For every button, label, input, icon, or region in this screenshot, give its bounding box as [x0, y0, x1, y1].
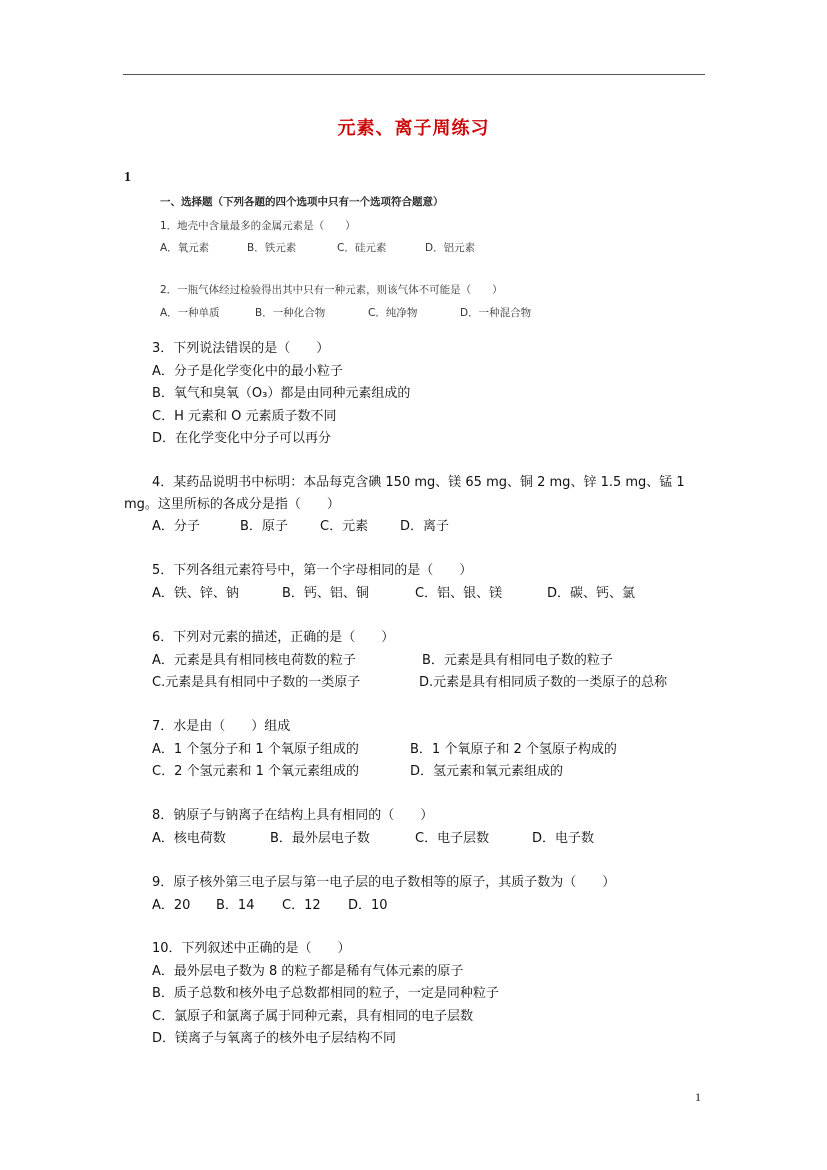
q9-option-b: B．14: [216, 897, 255, 913]
q4-option-a: A．分子: [152, 519, 200, 534]
q7-option-c: C．2 个氢元素和 1 个氧元素组成的: [152, 764, 360, 779]
question-8: [152, 805, 652, 850]
question-4-cont: [124, 494, 340, 517]
q9-stem: 9．原子核外第三电子层与第一电子层的电子数相等的原子，其质子数为（ ）: [152, 875, 616, 890]
q2-option-b: B．一种化合物: [255, 307, 326, 319]
q1-option-d: D．铝元素: [425, 242, 476, 254]
q5-option-b: B．钙、铝、铜: [282, 585, 369, 601]
q3-option-a: A．分子是化学变化中的最小粒子: [152, 363, 343, 379]
q3-option-d: D．在化学变化中分子可以再分: [152, 431, 332, 446]
q9-option-d: D．10: [348, 897, 388, 913]
q1-option-c: C．硅元素: [337, 242, 387, 254]
page-number: 1: [695, 1090, 701, 1104]
q10-stem: 10．下列叙述中正确的是（ ）: [152, 941, 351, 956]
q2-stem: 2．一瓶气体经过检验得出其中只有一种元素，则该气体不可能是（ ）: [160, 284, 503, 296]
q6-option-a: A．元素是具有相同核电荷数的粒子: [152, 652, 356, 668]
q5-stem: 5．下列各组元素符号中，第一个字母相同的是（ ）: [152, 563, 473, 578]
q2-option-d: D．一种混合物: [460, 307, 532, 319]
q9-option-a: A．20: [152, 897, 191, 913]
question-7: [152, 716, 672, 784]
q6-option-c: C.元素是具有相同中子数的一类原子: [152, 675, 361, 690]
q10-option-b: B．质子总数和核外电子总数都相同的粒子，一定是同种粒子: [152, 986, 499, 1001]
q3-option-c: C．H 元素和 O 元素质子数不同: [152, 408, 337, 424]
q4-options: [152, 516, 512, 539]
question-5: [152, 560, 672, 605]
page-title: 元素、离子周练习: [337, 118, 490, 139]
scanned-header: 一、选择题（下列各题的四个选项中只有一个选项符合题意）: [160, 196, 444, 208]
q6-option-b: B．元素是具有相同电子数的粒子: [422, 652, 613, 668]
q6-option-d: D.元素是具有相同质子数的一类原子的总称: [419, 675, 668, 690]
q4-stem-line2: mg。这里所标的各成分是指（ ）: [124, 497, 340, 512]
section-number: 1: [124, 170, 131, 185]
q8-option-a: A．核电荷数: [152, 830, 226, 846]
q7-option-a: A．1 个氢分子和 1 个氧原子组成的: [152, 741, 359, 757]
question-9: [152, 872, 672, 917]
q10-option-c: C．氯原子和氯离子属于同种元素，具有相同的电子层数: [152, 1008, 474, 1024]
question-3: [152, 338, 410, 451]
q1-option-b: B．铁元素: [247, 242, 297, 254]
q2-option-c: C．纯净物: [368, 307, 418, 319]
question-4: [152, 472, 685, 495]
question-10: [152, 938, 499, 1051]
q4-option-d: D．离子: [400, 519, 450, 534]
header-rule: [123, 74, 705, 75]
q8-option-d: D．电子数: [532, 830, 595, 846]
q2-option-a: A．一种单质: [160, 307, 220, 319]
q8-stem: 8．钠原子与钠离子在结构上具有相同的（ ）: [152, 808, 434, 823]
q7-stem: 7．水是由（ ）组成: [152, 719, 291, 734]
q1-stem: 1．地壳中含量最多的金属元素是（ ）: [160, 220, 356, 232]
q7-option-b: B．1 个氧原子和 2 个氢原子构成的: [410, 741, 617, 757]
q10-option-d: D．镁离子与氧离子的核外电子层结构不同: [152, 1031, 397, 1046]
q9-option-c: C．12: [282, 897, 321, 913]
q3-option-b: B．氧气和臭氧（O₃）都是由同种元素组成的: [152, 386, 411, 401]
q8-option-b: B．最外层电子数: [270, 830, 370, 846]
q7-option-d: D．氢元素和氧元素组成的: [410, 764, 564, 779]
q8-option-c: C．电子层数: [415, 830, 490, 846]
q5-option-d: D．碳、钙、氯: [547, 585, 636, 601]
q4-option-c: C．元素: [320, 519, 369, 534]
q1-option-a: A．氧元素: [160, 242, 210, 254]
q5-option-a: A．铁、锌、钠: [152, 585, 239, 601]
q4-stem-line1: 4．某药品说明书中标明：本品每克含碘 150 mg、镁 65 mg、铜 2 mg、锌 1.5 mg、锰 1: [152, 475, 685, 490]
q3-stem: 3．下列说法错误的是（ ）: [152, 341, 330, 356]
q10-option-a: A．最外层电子数为 8 的粒子都是稀有气体元素的原子: [152, 963, 464, 979]
question-6: [152, 627, 712, 695]
q4-option-b: B．原子: [240, 519, 288, 534]
q6-stem: 6．下列对元素的描述，正确的是（ ）: [152, 630, 395, 645]
q5-option-c: C．铝、银、镁: [415, 585, 503, 601]
